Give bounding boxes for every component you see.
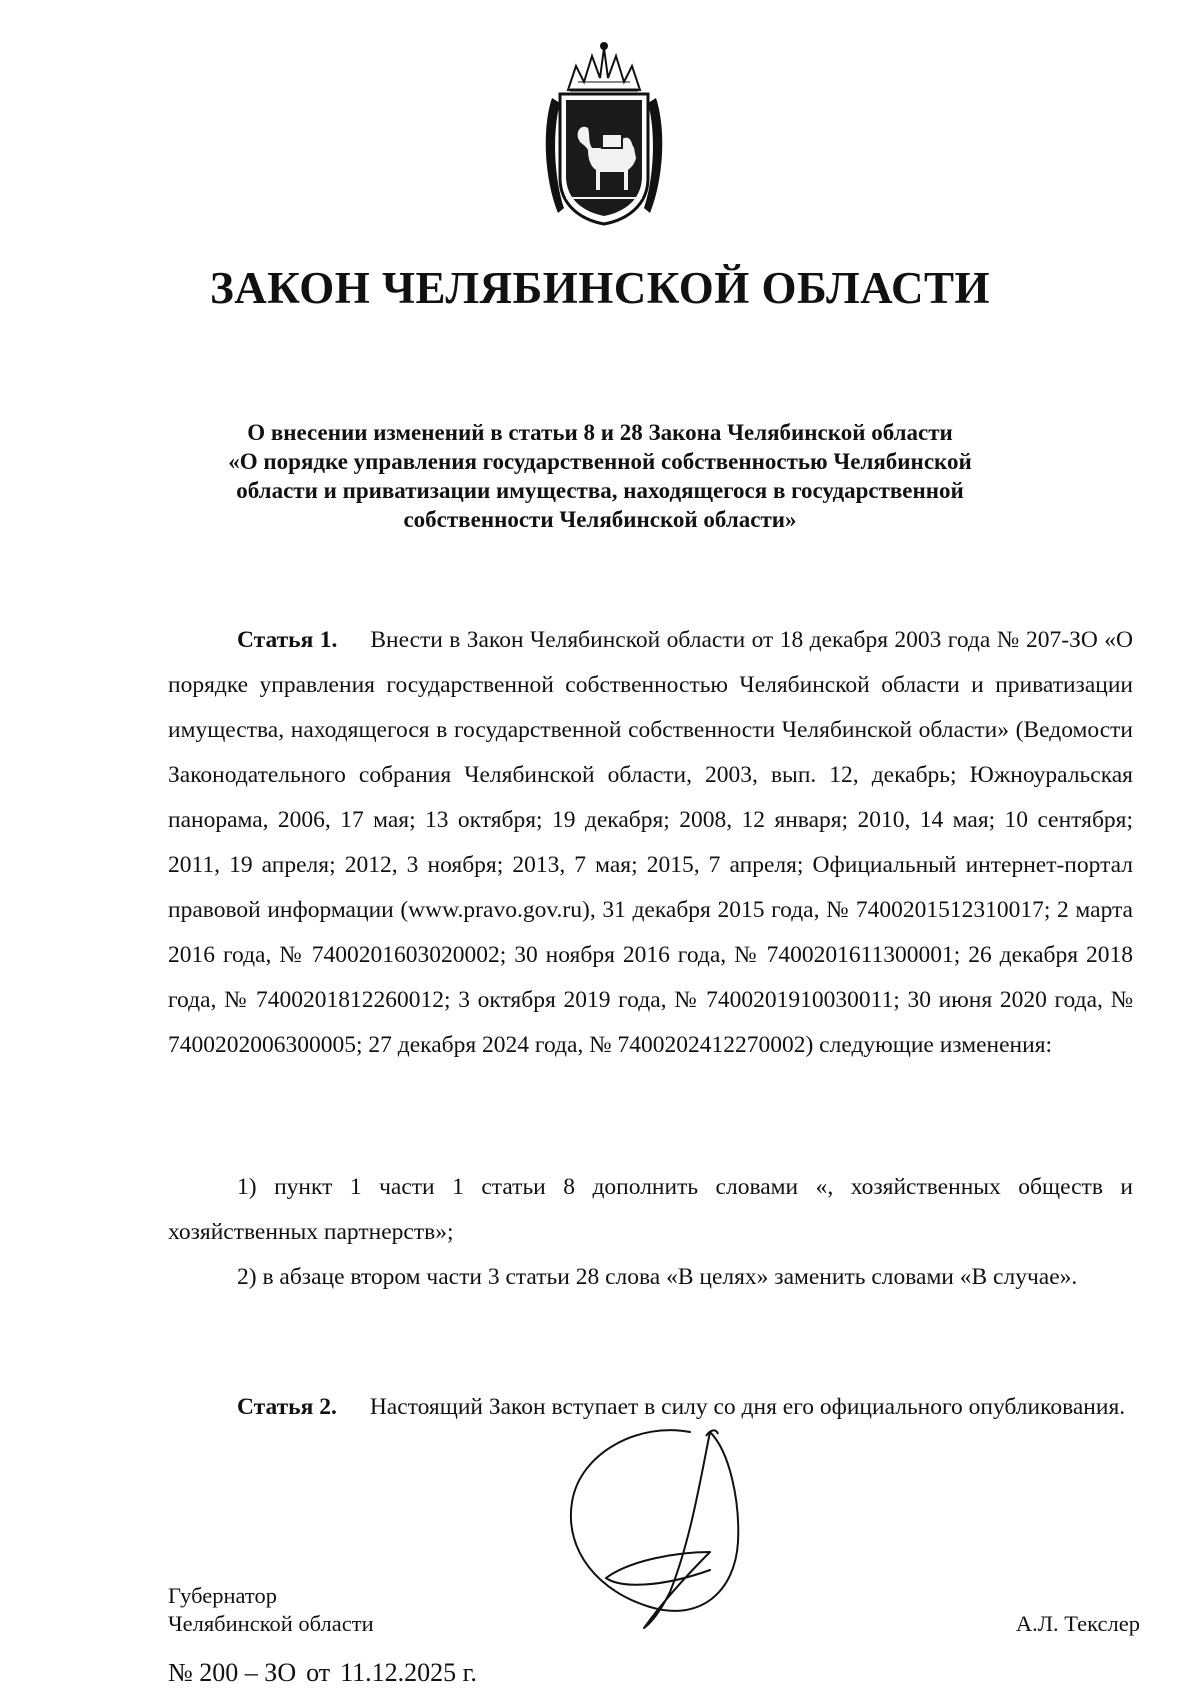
law-number: № 200 – ЗО xyxy=(168,1658,297,1687)
law-subtitle xyxy=(200,418,1000,534)
law-date: 11.12.2025 г. xyxy=(340,1658,477,1687)
signatory-name: А.Л. Текслер xyxy=(1015,1611,1140,1636)
article-1-item-1: 1) пункт 1 части 1 статьи 8 дополнить словами «, хозяйственных обществ и хозяйственных партнерств»; xyxy=(168,1174,1133,1245)
article-1-item-2: 2) в абзаце втором части 3 статьи 28 слова «В целях» заменить словами «В случае». xyxy=(237,1264,1078,1290)
article-2-label: Статья 2. xyxy=(237,1394,337,1420)
subtitle-line: О внесении изменений в статьи 8 и 28 Закона Челябинской области xyxy=(247,420,953,445)
coat-of-arms-icon xyxy=(538,38,670,228)
signatory-position xyxy=(168,1582,374,1638)
article-1-label: Статья 1. xyxy=(237,627,338,653)
signatory-position-line-1: Губернатор xyxy=(168,1583,277,1608)
article-1 xyxy=(168,618,1133,1068)
article-2-text: Настоящий Закон вступает в силу со дня его официального опубликования. xyxy=(369,1394,1126,1420)
law-number-from: от xyxy=(306,1658,331,1687)
subtitle-line: «О порядке управления государственной собственностью Челябинской xyxy=(228,449,972,474)
law-title: ЗАКОН ЧЕЛЯБИНСКОЙ ОБЛАСТИ xyxy=(210,263,990,313)
subtitle-line: собственности Челябинской области» xyxy=(403,507,797,532)
signature-icon xyxy=(560,1392,780,1652)
law-registration xyxy=(168,1658,487,1688)
signatory-position-line-2: Челябинской области xyxy=(168,1611,374,1636)
subtitle-line: области и приватизации имущества, находящегося в государственной xyxy=(236,478,964,503)
article-1-text: Внести в Закон Челябинской области от 18 декабря 2003 года № 207-ЗО «О порядке управления государственной собственностью Челябинской области и приватизации имущества, находящегося в государственной собственности Челябинской области» (Ведомости Законодательного собрания Челябинской области, 2003, вып. 12, декабрь; Южноуральская панорама, 2006, 17 мая; 13 октября; 19 декабря; 2008, 12 января; 2010, 14 мая; 10 сентября; 2011, 19 апреля; 2012, 3 ноября; 2013, 7 мая; 2015, 7 апреля; Официальный интернет-портал правовой информации (www.pravo.gov.ru), 31 декабря 2015 года, № 7400201512310017; 2 марта 2016 года, № 7400201603020002; 30 ноября 2016 года, № 7400201611300001; 26 декабря 2018 года, № 7400201812260012; 3 октября 2019 года, № 7400201910030011; 30 июня 2020 года, № 7400202006300005; 27 декабря 2024 года, № 7400202412270002) следующие изменения: xyxy=(168,627,1133,1058)
